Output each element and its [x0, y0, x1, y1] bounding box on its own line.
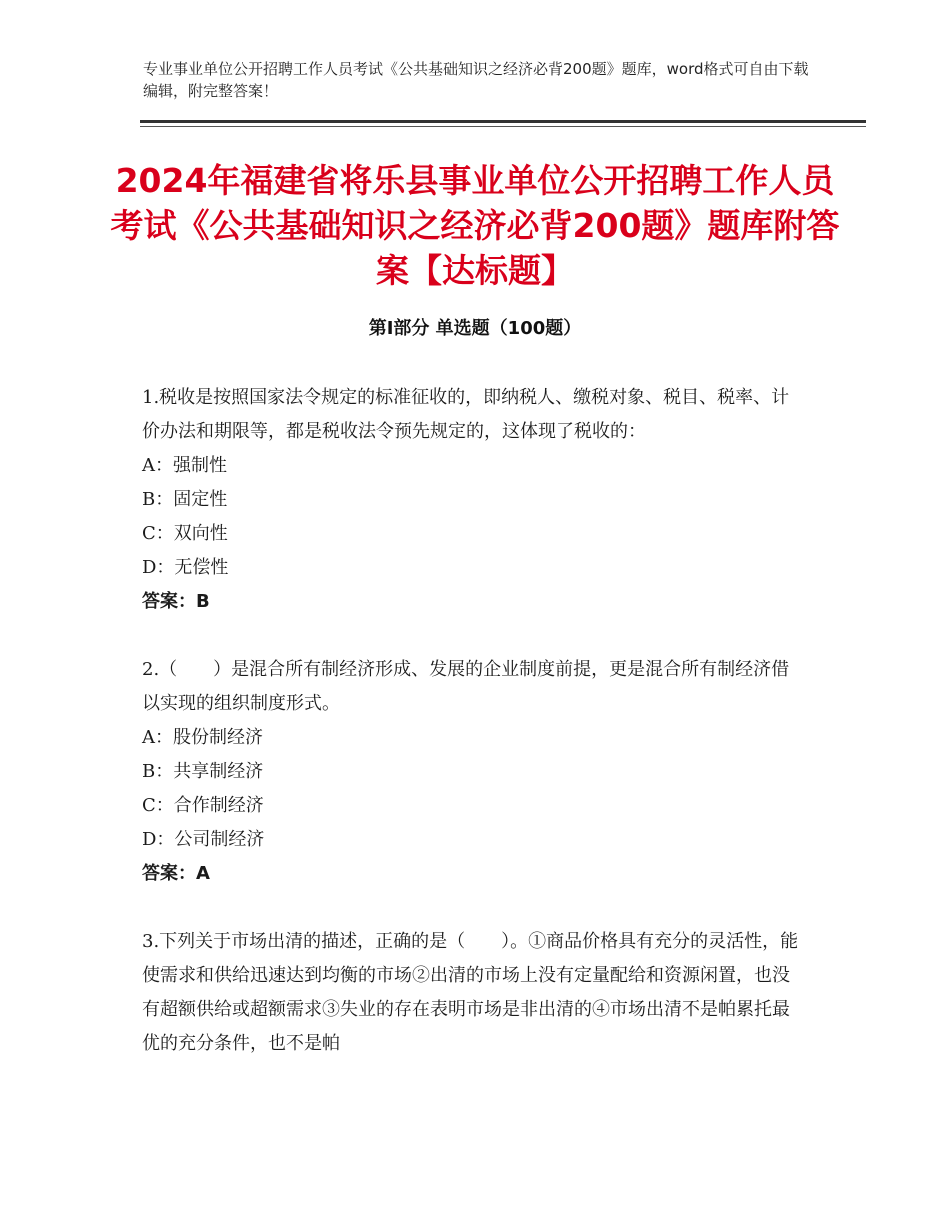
option-d: D：无偿性: [142, 557, 229, 578]
answer-line: 答案：B: [142, 591, 210, 612]
question-list: [142, 381, 802, 1095]
question-stem: 3.下列关于市场出清的描述，正确的是（ ）。①商品价格具有充分的灵活性，能使需求和供给迅速达到均衡的市场②出清的市场上没有定量配给和资源闲置，也没有超额供给或超额需求③失业的存在表明市场是非出清的④市场出清不是帕累托最优的充分条件，也不是帕: [142, 931, 799, 1054]
option-c: C：双向性: [142, 523, 228, 544]
option-b: B：共享制经济: [142, 761, 264, 782]
document-title: 2024年福建省将乐县事业单位公开招聘工作人员考试《公共基础知识之经济必背200题》题库附答案【达标题】: [110, 161, 840, 290]
option-a: A：强制性: [142, 455, 227, 476]
option-a: A：股份制经济: [142, 727, 263, 748]
question-3: [142, 925, 802, 1061]
question-2: [142, 653, 802, 891]
header-divider-thick: [140, 120, 866, 123]
question-1: [142, 381, 802, 619]
option-b: B：固定性: [142, 489, 228, 510]
header-divider-thin: [140, 126, 866, 127]
option-c: C：合作制经济: [142, 795, 264, 816]
question-stem: 2.（ ）是混合所有制经济形成、发展的企业制度前提，更是混合所有制经济借以实现的组织制度形式。: [142, 659, 790, 714]
answer-line: 答案：A: [142, 863, 210, 884]
header-note: 专业事业单位公开招聘工作人员考试《公共基础知识之经济必背200题》题库，word格式可自由下载编辑，附完整答案！: [143, 60, 809, 100]
section-heading: 第Ⅰ部分 单选题（100题）: [368, 318, 582, 339]
option-d: D：公司制经济: [142, 829, 265, 850]
question-stem: 1.税收是按照国家法令规定的标准征收的，即纳税人、缴税对象、税目、税率、计价办法和期限等，都是税收法令预先规定的，这体现了税收的：: [142, 387, 790, 442]
